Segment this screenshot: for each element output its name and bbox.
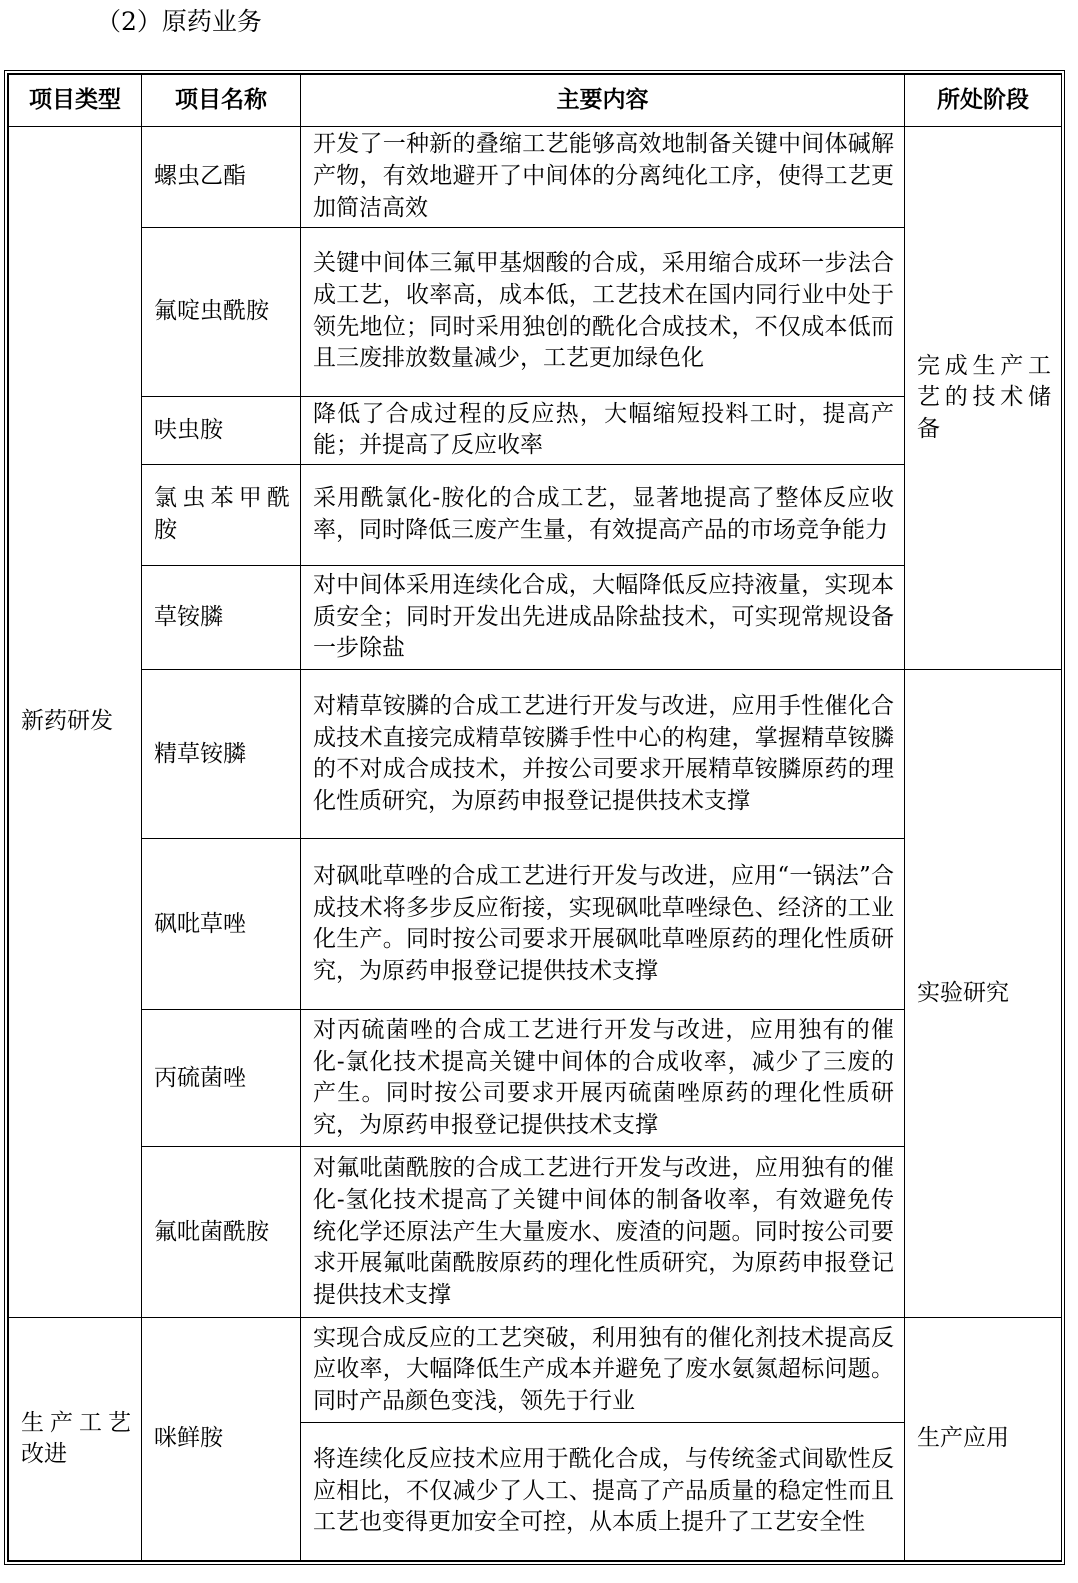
project-name-cell: 砜吡草唑: [142, 839, 301, 1010]
stage-cell: 实验研究: [905, 670, 1062, 1318]
section-heading: （2）原药业务: [96, 7, 262, 36]
table-row: [9, 396, 1062, 464]
table-row: [9, 1147, 1062, 1318]
project-name-cell: 草铵膦: [142, 565, 301, 670]
table-row: [9, 839, 1062, 1010]
stage-cell: 生产应用: [905, 1318, 1062, 1561]
main-content-cell: 实现合成反应的工艺突破，利用独有的催化剂技术提高反应收率，大幅降低生产成本并避免了废水氨氮超标问题。同时产品颜色变浅，领先于行业: [301, 1318, 905, 1423]
project-name-cell: 呋虫胺: [142, 396, 301, 464]
project-name-cell: 螺虫乙酯: [142, 127, 301, 228]
main-content-cell: 对氟吡菌酰胺的合成工艺进行开发与改进，应用独有的催化-氢化技术提高了关键中间体的制备收率，有效避免传统化学还原法产生大量废水、废渣的问题。同时按公司要求开展氟吡菌酰胺原药的理化性质研究，为原药申报登记提供技术支撑: [301, 1147, 905, 1318]
main-content-cell: 开发了一种新的叠缩工艺能够高效地制备关键中间体碱解产物，有效地避开了中间体的分离纯化工序，使得工艺更加简洁高效: [301, 127, 905, 228]
table-row: [9, 565, 1062, 670]
project-name-cell: 丙硫菌唑: [142, 1010, 301, 1147]
stage-cell: 完成生产工艺的技术储备: [905, 127, 1062, 670]
table-row: [9, 227, 1062, 396]
header-main-content: 主要内容: [301, 75, 905, 127]
project-type-cell: 新药研发: [9, 127, 142, 1318]
table-row: [9, 465, 1062, 566]
table-header-row: [9, 75, 1062, 127]
project-type-cell: 生产工艺改进: [9, 1318, 142, 1561]
project-name-cell: 氟啶虫酰胺: [142, 227, 301, 396]
project-name-cell: 咪鲜胺: [142, 1318, 301, 1561]
table-row: [9, 1010, 1062, 1147]
table-row: [9, 1318, 1062, 1423]
main-content-cell: 将连续化反应技术应用于酰化合成，与传统釜式间歇性反应相比，不仅减少了人工、提高了产品质量的稳定性而且工艺也变得更加安全可控，从本质上提升了工艺安全性: [301, 1423, 905, 1561]
main-content-cell: 采用酰氯化-胺化的合成工艺，显著地提高了整体反应收率，同时降低三废产生量，有效提高产品的市场竞争能力: [301, 465, 905, 566]
main-content-cell: 降低了合成过程的反应热，大幅缩短投料工时，提高产能；并提高了反应收率: [301, 396, 905, 464]
main-content-cell: 对中间体采用连续化合成，大幅降低反应持液量，实现本质安全；同时开发出先进成品除盐技术，可实现常规设备一步除盐: [301, 565, 905, 670]
main-content-cell: 对砜吡草唑的合成工艺进行开发与改进，应用“一锅法”合成技术将多步反应衔接，实现砜吡草唑绿色、经济的工业化生产。同时按公司要求开展砜吡草唑原药的理化性质研究，为原药申报登记提供技术支撑: [301, 839, 905, 1010]
project-name-cell: 氯虫苯甲酰胺: [142, 465, 301, 566]
project-name-cell: 精草铵膦: [142, 670, 301, 839]
main-content-cell: 对丙硫菌唑的合成工艺进行开发与改进，应用独有的催化-氯化技术提高关键中间体的合成收率，减少了三废的产生。同时按公司要求开展丙硫菌唑原药的理化性质研究，为原药申报登记提供技术支撑: [301, 1010, 905, 1147]
project-table: [8, 74, 1062, 1561]
header-project-name: 项目名称: [142, 75, 301, 127]
header-stage: 所处阶段: [905, 75, 1062, 127]
header-project-type: 项目类型: [9, 75, 142, 127]
main-content-cell: 对精草铵膦的合成工艺进行开发与改进，应用手性催化合成技术直接完成精草铵膦手性中心的构建，掌握精草铵膦的不对成合成技术，并按公司要求开展精草铵膦原药的理化性质研究，为原药申报登记提供技术支撑: [301, 670, 905, 839]
table-row: [9, 670, 1062, 839]
main-content-cell: 关键中间体三氟甲基烟酸的合成，采用缩合成环一步法合成工艺，收率高，成本低，工艺技术在国内同行业中处于领先地位；同时采用独创的酰化合成技术，不仅成本低而且三废排放数量减少，工艺更加绿色化: [301, 227, 905, 396]
table-row: [9, 127, 1062, 228]
project-name-cell: 氟吡菌酰胺: [142, 1147, 301, 1318]
